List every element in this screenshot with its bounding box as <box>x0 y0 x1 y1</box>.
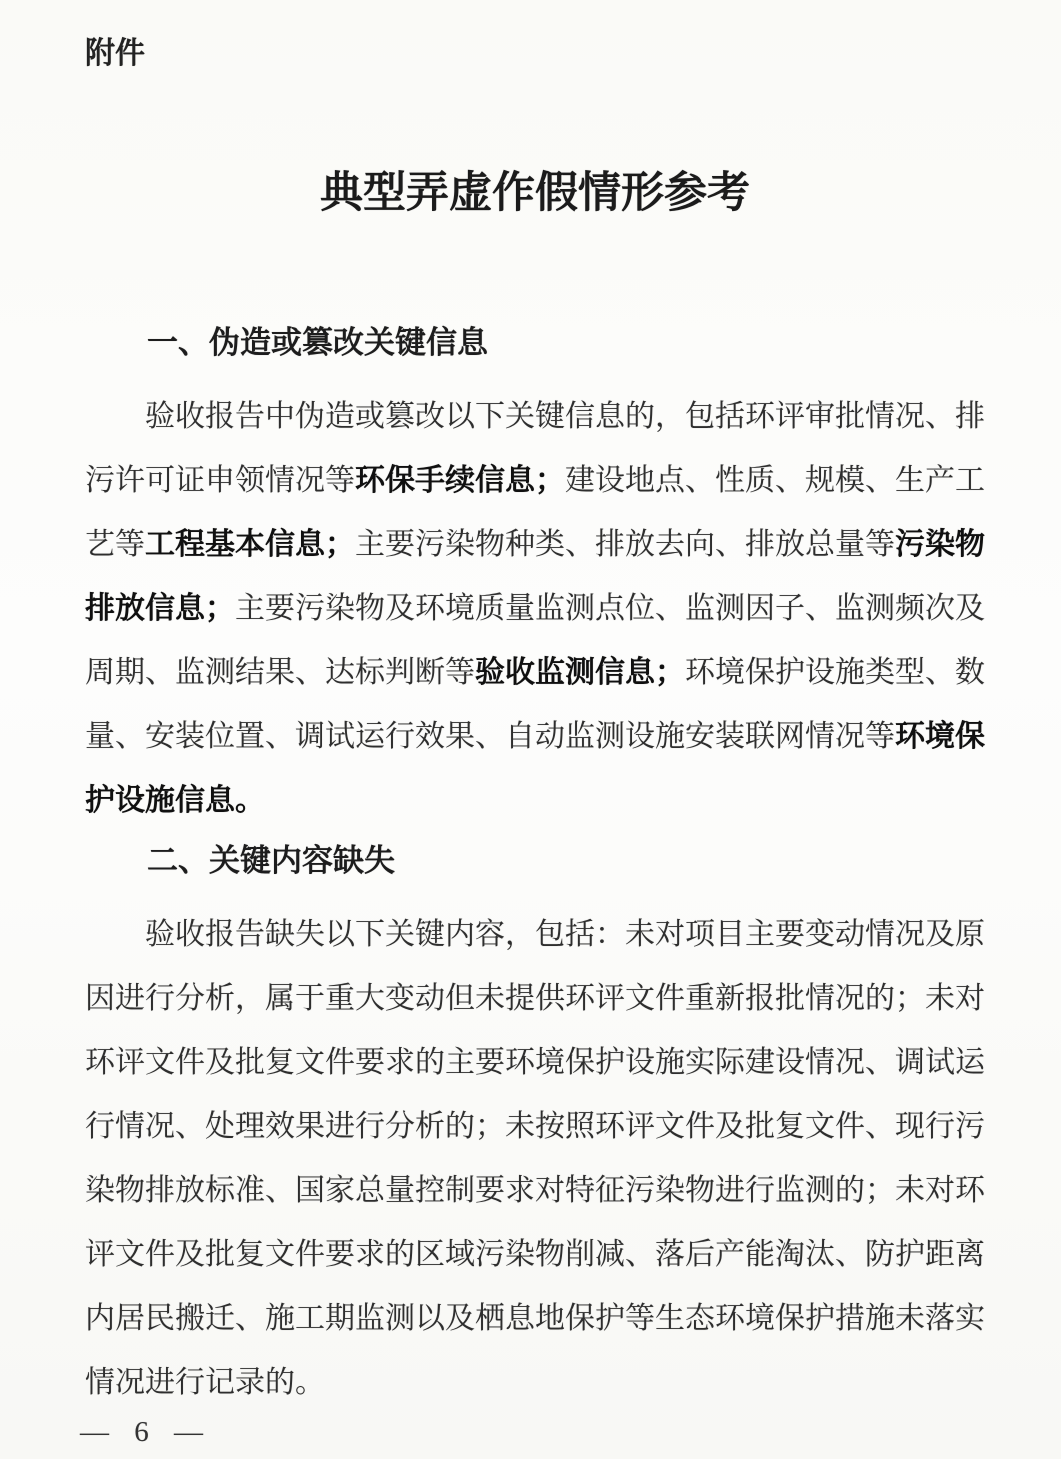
emphasis-text: 工程基本信息； <box>145 528 355 561</box>
body-text: 验收报告缺失以下关键内容，包括：未对项目主要变动情况及原因进行分析，属于重大变动但未提供环评文件重新报批情况的；未对环评文件及批复文件要求的主要环境保护设施实际建设情况、调试运行情况、处理效果进行分析的；未按照环评文件及批复文件、现行污染物排放标准、国家总量控制要求对特征污染物进行监测的；未对环评文件及批复文件要求的区域污染物削减、落后产能淘汰、防护距离内居民搬迁、施工期监测以及栖息地保护等生态环境保护措施未落实情况进行记录的。 <box>85 918 985 1399</box>
page-number: 6 <box>134 1416 149 1448</box>
body-text: 环境保护设施类型、数量、安装位置、调试运行效果、自动监测设施安装联网情况等 <box>85 656 985 753</box>
paragraph <box>85 903 985 1415</box>
page-footer <box>80 1415 203 1449</box>
emphasis-text: 环保手续信息； <box>355 464 565 497</box>
paragraph <box>85 385 985 833</box>
emphasis-text: 环境保护设施信息。 <box>85 720 985 817</box>
section-2 <box>85 841 985 1415</box>
body-text: 建设地点、性质、规模、生产工艺等 <box>85 464 985 561</box>
section-1 <box>85 323 985 833</box>
footer-dash-left: — <box>80 1416 109 1448</box>
body-text: 主要污染物及环境质量监测点位、监测因子、监测频次及周期、监测结果、达标判断等 <box>85 592 985 689</box>
emphasis-text: 污染物排放信息； <box>85 528 985 625</box>
section-heading: 二、关键内容缺失 <box>147 843 395 878</box>
page-title: 典型弄虚作假情形参考 <box>320 170 750 217</box>
emphasis-text: 验收监测信息； <box>475 656 685 689</box>
document-body <box>85 323 985 1415</box>
body-text: 主要污染物种类、排放去向、排放总量等 <box>355 528 895 561</box>
section-heading: 一、伪造或篡改关键信息 <box>147 325 488 360</box>
attachment-label: 附件 <box>85 37 145 70</box>
body-text: 验收报告中伪造或篡改以下关键信息的，包括环评审批情况、排污许可证申领情况等 <box>85 400 985 497</box>
footer-dash-right: — <box>174 1416 203 1448</box>
